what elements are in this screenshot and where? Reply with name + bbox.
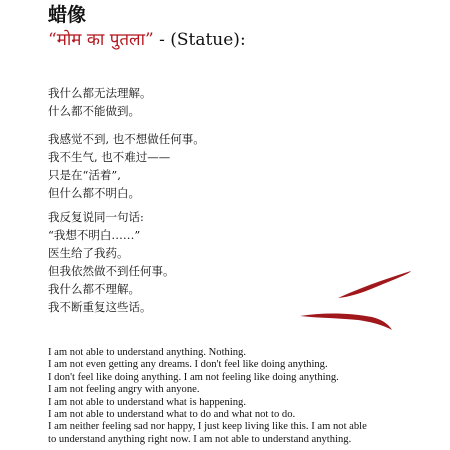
translation-line: I am not feeling angry with anyone.	[48, 384, 200, 396]
translation-line: I don't feel like doing anything. I am not feeling like doing anything.	[48, 371, 339, 383]
translation-line: to understand anything right now. I am not able to understand anything.	[48, 433, 352, 445]
brush-stroke-upper	[338, 271, 411, 298]
title-subtitle	[48, 29, 246, 51]
title-english: - (Statue):	[153, 30, 246, 50]
translation-line: I am not able to understand what to do and what not to do.	[48, 408, 296, 420]
poem-line: 只是在“活着”,	[48, 168, 121, 182]
poem-line: 医生给了我药。	[48, 246, 129, 260]
poem-stanza-3	[48, 208, 175, 316]
translation-line: I am neither feeling sad nor happy, I just keep living like this. I am not able	[48, 421, 367, 433]
title-hindi: “मोम का पुतला”	[48, 30, 154, 50]
poem-line: 但什么都不明白。	[48, 186, 140, 200]
brush-stroke-lower	[300, 313, 392, 330]
poem-line: 我不生气, 也不难过——	[48, 150, 171, 164]
title-chinese: 蜡像	[48, 4, 87, 26]
poem-line: 我反复说同一句话:	[48, 210, 144, 224]
english-translation	[48, 347, 367, 446]
translation-line: I am not able to understand anything. Nothing.	[48, 347, 247, 358]
poem-line: 但我依然做不到任何事。	[48, 264, 175, 278]
poem-line: 我什么都无法理解。	[48, 86, 152, 100]
poem-line: 我感觉不到, 也不想做任何事。	[48, 132, 205, 146]
poem-line: 什么都不能做到。	[48, 104, 140, 118]
poem-line: 我什么都不理解。	[48, 282, 140, 296]
translation-line: I am not even getting any dreams. I don't feel like doing anything.	[48, 359, 328, 371]
poem-line: “我想不明白……”	[48, 228, 141, 242]
poem-stanza-1	[48, 84, 152, 120]
translation-line: I am not able to understand what is happening.	[48, 396, 246, 408]
poem-line: 我不断重复这些话。	[48, 300, 152, 314]
poem-stanza-2	[48, 130, 205, 202]
